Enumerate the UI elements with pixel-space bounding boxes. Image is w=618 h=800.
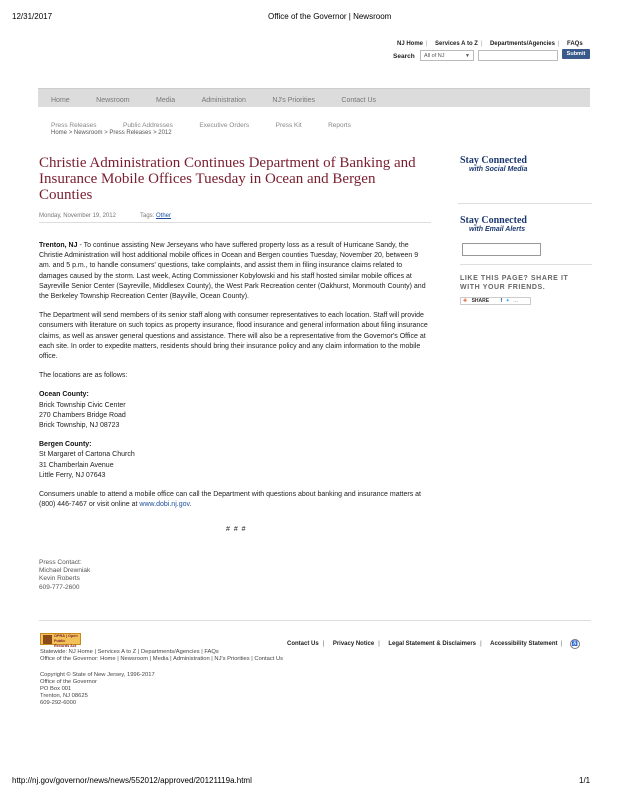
paragraph-2: The Department will send members of its senior staff along with consumer representatives to each location. Staff will provide consumers with literature on such topics as property insurance, flood insurance and general information about filing insurance claims, as well as answer general questions and assistance. There will also be a representative from the Governor's Office at each site. In order to expedite matters, residents should bring their insurance policy and any claim information to the mobile office. xyxy=(39,312,428,361)
title-line-3: Counties xyxy=(39,187,93,203)
opra-logo-mark xyxy=(43,635,52,644)
tag-link[interactable]: Other xyxy=(156,213,172,219)
footer-divider xyxy=(39,620,591,621)
subnav-reports[interactable]: Reports xyxy=(328,122,351,129)
footer-privacy-link[interactable]: Privacy Notice xyxy=(332,641,375,647)
nav-contact[interactable]: Contact Us xyxy=(341,97,377,104)
ocean-line-1: Brick Township Civic Center xyxy=(39,401,126,409)
footer-links: Contact Us | Privacy Notice | Legal Statement & Disclaimers | Accessibility Statement | ♿ xyxy=(287,641,578,647)
crumb-press-releases[interactable]: > Press Releases xyxy=(104,130,152,136)
search-label: Search xyxy=(393,53,415,60)
share-prompt xyxy=(460,274,568,292)
accessibility-icon: ♿ xyxy=(571,641,578,647)
contact-phone: 609-777-2600 xyxy=(39,583,80,591)
opra-logo-text xyxy=(54,634,80,649)
article-date: Monday, November 19, 2012 xyxy=(39,213,116,219)
print-url: http://nj.gov/governor/news/news/552012/approved/20121119a.html xyxy=(12,776,252,785)
social-subtitle[interactable]: with Social Media xyxy=(469,166,528,173)
copyright-office: Office of the Governor xyxy=(40,679,97,685)
bergen-line-3: Little Ferry, NJ 07643 xyxy=(39,471,106,479)
util-link-departments[interactable]: Departments/Agencies xyxy=(489,41,555,47)
tags-label: Tags: xyxy=(140,213,155,219)
search-submit-button[interactable]: Submit xyxy=(562,49,590,59)
opra-line-2: Public Records Act xyxy=(54,639,77,648)
press-contact-heading: Press Contact: xyxy=(39,559,82,566)
twitter-icon: ✦ xyxy=(505,298,510,304)
footer-office: Office of the Governor: Home | Newsroom | Media | Administration | NJ's Priorities | Contact Us xyxy=(40,656,284,662)
bergen-line-2: 31 Chamberlain Avenue xyxy=(39,461,114,469)
subnav-press-releases[interactable]: Press Releases xyxy=(51,122,97,129)
share-prompt-line-1: LIKE THIS PAGE? SHARE IT xyxy=(460,275,569,282)
print-doc-title: Office of the Governor | Newsroom xyxy=(268,12,392,21)
util-link-services[interactable]: Services A to Z xyxy=(435,41,478,47)
crumb-newsroom[interactable]: > Newsroom xyxy=(68,130,103,136)
copyright-line: Copyright © State of New Jersey, 1996-2017 xyxy=(40,672,155,678)
paragraph-1 xyxy=(39,241,431,302)
footer-contact-link[interactable]: Contact Us xyxy=(287,641,319,647)
paragraph-4-text: Consumers unable to attend a mobile office can call the Department with questions about banking and insurance matters at (800) 446-7467 or visit online at xyxy=(39,491,421,509)
email-title[interactable]: Stay Connected xyxy=(460,215,527,226)
share-icon: ✚ xyxy=(463,298,468,304)
social-block xyxy=(460,155,527,173)
ocean-line-3: Brick Township, NJ 08723 xyxy=(39,422,120,430)
end-mark: # # # xyxy=(226,526,247,533)
footer-accessibility-link[interactable]: Accessibility Statement xyxy=(490,641,558,647)
ocean-heading: Ocean County: xyxy=(39,391,89,399)
crumb-home[interactable]: Home xyxy=(51,130,68,136)
contact-2: Kevin Roberts xyxy=(39,575,80,583)
dateline: Trenton, NJ xyxy=(39,242,78,249)
page-title xyxy=(39,155,439,203)
divider xyxy=(39,222,431,223)
footer-statewide: Statewide: NJ Home | Services A to Z | Departments/Agencies | FAQs xyxy=(40,649,219,655)
search-scope-value: All of NJ xyxy=(424,53,445,59)
utility-nav: NJ Home | Services A to Z | Departments/Agencies | FAQs xyxy=(397,41,583,47)
bergen-line-1: St Margaret of Cartona Church xyxy=(39,451,135,459)
subnav-executive-orders[interactable]: Executive Orders xyxy=(199,122,250,129)
subnav-public-addresses[interactable]: Public Addresses xyxy=(122,122,173,129)
share-prompt-line-2: WITH YOUR FRIENDS. xyxy=(460,284,546,291)
copyright-pobox: PO Box 001 xyxy=(40,686,72,692)
more-icon: … xyxy=(513,298,519,304)
util-link-faqs[interactable]: FAQs xyxy=(567,41,583,47)
copyright-phone: 609-292-6000 xyxy=(40,700,77,706)
breadcrumb xyxy=(51,130,172,136)
footer-legal-link[interactable]: Legal Statement & Disclaimers xyxy=(388,641,477,647)
social-title[interactable]: Stay Connected xyxy=(460,155,527,166)
main-nav xyxy=(38,88,590,107)
paragraph-1-text: - To continue assisting New Jerseyans who have suffered property loss as a result of Hurricane Sandy, the Christie Administration will host additional mobile offices in Ocean and Bergen counties Tuesday, November 20, between 9 am. and 5 p.m., to handle consumers' questions, take complaints, and assist them in filing insurance claims related to damages caused by the storm. Last week, Acting Commissioner Kobylowski and his staff hosted similar mobile offices at Sayreville Senior Center (Sayreville, Middlesex County), the West Park Recreation center (Oakhurst, Monmouth County) and the Berkeley Township Recreation Center (Bayville, Ocean County). xyxy=(39,242,426,301)
contact-1: Michael Drewniak xyxy=(39,567,91,575)
share-button[interactable] xyxy=(460,297,531,305)
copyright-city: Trenton, NJ 08625 xyxy=(40,693,88,699)
email-block xyxy=(460,215,527,233)
ocean-location xyxy=(39,390,431,431)
paragraph-4 xyxy=(39,490,431,510)
nav-media[interactable]: Media xyxy=(156,97,176,104)
nav-priorities[interactable]: NJ's Priorities xyxy=(272,97,315,104)
search-scope-select[interactable] xyxy=(420,50,474,61)
article-tags xyxy=(140,213,171,219)
dobi-link[interactable]: www.dobi.nj.gov xyxy=(139,501,190,509)
nav-administration[interactable]: Administration xyxy=(201,97,246,104)
subnav-press-kit[interactable]: Press Kit xyxy=(275,122,302,129)
article-title-block xyxy=(39,155,439,203)
email-subtitle[interactable]: with Email Alerts xyxy=(469,226,526,233)
paragraph-3: The locations are as follows: xyxy=(39,372,128,380)
search-input[interactable] xyxy=(478,50,558,61)
sidebar-divider xyxy=(458,203,592,204)
opra-line-1: OPRA | Open xyxy=(54,634,78,638)
press-contact xyxy=(39,559,90,592)
crumb-year[interactable]: > 2012 xyxy=(153,130,172,136)
print-page-number: 1/1 xyxy=(579,776,591,785)
util-link-nj-home[interactable]: NJ Home xyxy=(397,41,424,47)
nav-home[interactable]: Home xyxy=(51,97,70,104)
bergen-heading: Bergen County: xyxy=(39,441,92,449)
opra-logo[interactable] xyxy=(40,633,81,648)
nav-newsroom[interactable]: Newsroom xyxy=(96,97,130,104)
footer-nav-text xyxy=(40,649,592,663)
ocean-line-2: 270 Chambers Bridge Road xyxy=(39,411,126,419)
facebook-icon: f xyxy=(500,298,503,304)
email-field[interactable] xyxy=(462,243,541,256)
sidebar-divider-2 xyxy=(460,264,592,265)
footer-copyright xyxy=(40,672,155,707)
paragraph-4-end: . xyxy=(189,501,192,509)
title-line-2: Insurance Mobile Offices Tuesday in Ocean and Bergen xyxy=(39,171,376,187)
title-line-1: Christie Administration Continues Department of Banking and xyxy=(39,155,416,171)
bergen-location xyxy=(39,440,431,481)
chevron-down-icon: ▼ xyxy=(465,53,470,59)
share-label: SHARE xyxy=(471,298,490,304)
article-body xyxy=(39,241,431,519)
print-date: 12/31/2017 xyxy=(12,12,53,21)
